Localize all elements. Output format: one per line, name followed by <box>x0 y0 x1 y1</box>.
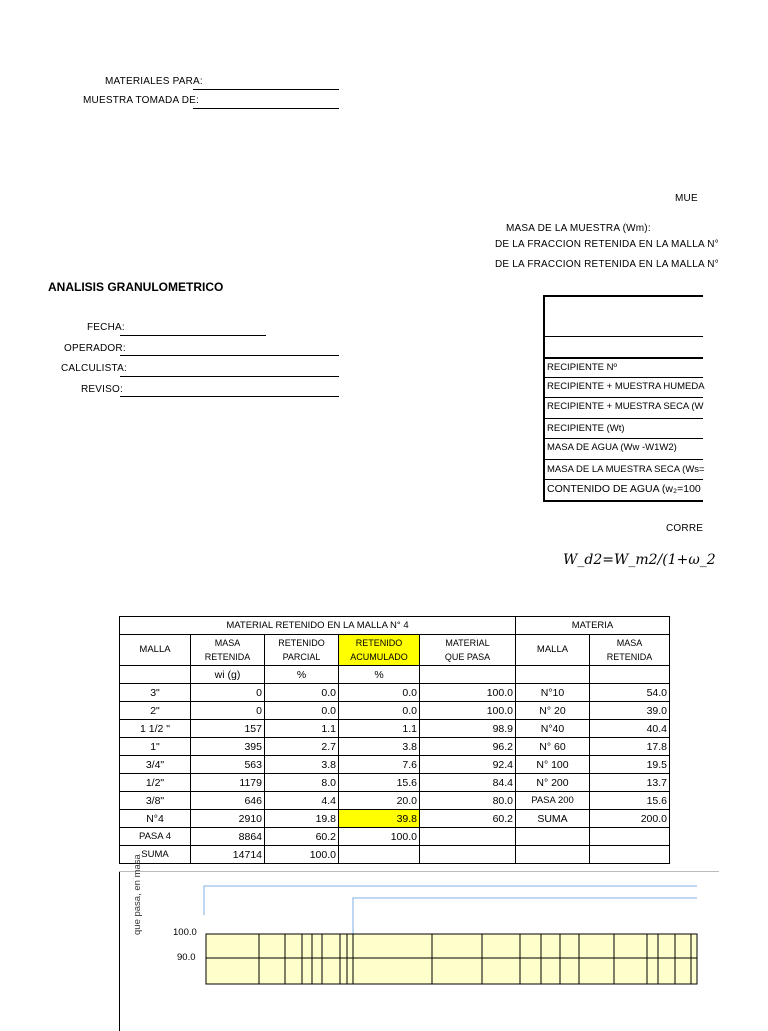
parcial-cell: 100.0 <box>265 846 339 864</box>
y-tick-90: 90.0 <box>177 952 196 963</box>
parcial-cell: 1.1 <box>265 720 339 738</box>
reviso-label: REVISO: <box>81 384 123 395</box>
table-row <box>120 774 670 792</box>
table-row <box>120 846 670 864</box>
corre-label: CORRE <box>666 523 704 534</box>
operador-field[interactable] <box>120 355 339 356</box>
parcial-cell: 4.4 <box>265 792 339 810</box>
materiales-para-label: MATERIALES PARA: <box>105 76 203 87</box>
calculista-label: CALCULISTA: <box>61 363 127 374</box>
masa-cell: 1179 <box>191 774 265 792</box>
muestra-tomada-field[interactable] <box>193 108 339 109</box>
malla-cell: 2" <box>120 702 191 720</box>
header-retenido-parcial: RETENIDO PARCIAL <box>265 635 339 666</box>
page-title: ANALISIS GRANULOMETRICO <box>48 280 224 294</box>
water-row-label: MASA DE AGUA (Ww -W1W2) <box>547 442 677 453</box>
operador-label: OPERADOR: <box>64 343 126 354</box>
masa-right-cell: 54.0 <box>590 684 670 702</box>
parcial-cell: 2.7 <box>265 738 339 756</box>
group-title-pasa-4: MATERIA <box>516 617 670 635</box>
granulometry-body <box>120 684 670 864</box>
fecha-label: FECHA: <box>87 322 125 333</box>
muestra-tomada-label: MUESTRA TOMADA DE: <box>83 95 200 106</box>
malla-cell: 1/2" <box>120 774 191 792</box>
parcial-cell: 8.0 <box>265 774 339 792</box>
acumulado-cell <box>339 846 420 864</box>
malla-right-cell: N°10 <box>516 684 590 702</box>
acumulado-cell: 15.6 <box>339 774 420 792</box>
malla-right-cell <box>516 828 590 846</box>
masa-right-cell: 15.6 <box>590 792 670 810</box>
y-tick-100: 100.0 <box>173 927 197 938</box>
header-masa-retenida: MASA RETENIDA <box>191 635 265 666</box>
header-masa-retenida-right: MASA RETENIDA <box>590 635 670 666</box>
masa-right-cell: 200.0 <box>590 810 670 828</box>
parcial-cell: 0.0 <box>265 702 339 720</box>
que-pasa-cell: 96.2 <box>420 738 516 756</box>
que-pasa-cell: 60.2 <box>420 810 516 828</box>
masa-cell: 14714 <box>191 846 265 864</box>
masa-muestra-label: MASA DE LA MUESTRA (Wm): <box>506 223 651 234</box>
acumulado-cell: 39.8 <box>339 810 420 828</box>
malla-right-cell: N° 60 <box>516 738 590 756</box>
malla-right-cell: N° 100 <box>516 756 590 774</box>
malla-cell: 1 1/2 " <box>120 720 191 738</box>
fraccion-retenida-label-2: DE LA FRACCION RETENIDA EN LA MALLA N° <box>495 259 719 270</box>
que-pasa-cell: 100.0 <box>420 684 516 702</box>
que-pasa-cell: 84.4 <box>420 774 516 792</box>
masa-cell: 395 <box>191 738 265 756</box>
header-retenido-acumulado: RETENIDO ACUMULADO <box>339 635 420 666</box>
masa-right-cell: 13.7 <box>590 774 670 792</box>
unit-percent: % <box>339 666 420 684</box>
header-material-que-pasa: MATERIAL QUE PASA <box>420 635 516 666</box>
table-row <box>120 810 670 828</box>
masa-right-cell: 19.5 <box>590 756 670 774</box>
parcial-cell: 3.8 <box>265 756 339 774</box>
masa-cell: 563 <box>191 756 265 774</box>
que-pasa-cell <box>420 846 516 864</box>
water-row-label: MASA DE LA MUESTRA SECA (Ws= <box>547 464 705 475</box>
malla-cell: 3" <box>120 684 191 702</box>
table-row <box>120 828 670 846</box>
masa-right-cell: 39.0 <box>590 702 670 720</box>
mue-label: MUE <box>675 193 698 204</box>
water-row-label: RECIPIENTE (Wt) <box>547 423 625 434</box>
que-pasa-cell: 100.0 <box>420 702 516 720</box>
correction-formula: W_d2=W_m2/(1+ω_2 <box>563 552 716 568</box>
acumulado-cell: 100.0 <box>339 828 420 846</box>
parcial-cell: 0.0 <box>265 684 339 702</box>
fraccion-retenida-label-1: DE LA FRACCION RETENIDA EN LA MALLA N° <box>495 239 719 250</box>
masa-cell: 157 <box>191 720 265 738</box>
malla-cell: 3/8" <box>120 792 191 810</box>
reviso-field[interactable] <box>120 396 339 397</box>
water-row-label: RECIPIENTE + MUESTRA SECA (W <box>547 401 704 412</box>
acumulado-cell: 0.0 <box>339 702 420 720</box>
malla-cell: N°4 <box>120 810 191 828</box>
malla-right-cell <box>516 846 590 864</box>
malla-right-cell: PASA 200 <box>516 792 590 810</box>
parcial-cell: 60.2 <box>265 828 339 846</box>
malla-cell: SUMA <box>120 846 191 864</box>
malla-cell: 3/4" <box>120 756 191 774</box>
chart-ylabel: que pasa, en masa <box>132 854 143 935</box>
water-row-label: CONTENIDO DE AGUA (w₂=100 <box>547 483 701 495</box>
calculista-field[interactable] <box>120 376 339 377</box>
malla-right-cell: N°40 <box>516 720 590 738</box>
parcial-cell: 19.8 <box>265 810 339 828</box>
water-row-label: RECIPIENTE + MUESTRA HUMEDA <box>547 381 705 392</box>
masa-cell: 2910 <box>191 810 265 828</box>
table-row <box>120 738 670 756</box>
header-malla-right: MALLA <box>516 635 590 666</box>
table-row <box>120 702 670 720</box>
masa-right-cell: 40.4 <box>590 720 670 738</box>
group-title-retenido-4: MATERIAL RETENIDO EN LA MALLA N° 4 <box>120 617 516 635</box>
masa-right-cell <box>590 828 670 846</box>
acumulado-cell: 0.0 <box>339 684 420 702</box>
masa-cell: 0 <box>191 702 265 720</box>
materiales-para-field[interactable] <box>193 89 339 90</box>
table-row <box>120 720 670 738</box>
malla-cell: 1" <box>120 738 191 756</box>
malla-right-cell: SUMA <box>516 810 590 828</box>
masa-cell: 0 <box>191 684 265 702</box>
que-pasa-cell: 80.0 <box>420 792 516 810</box>
masa-right-cell: 17.8 <box>590 738 670 756</box>
acumulado-cell: 3.8 <box>339 738 420 756</box>
masa-cell: 8864 <box>191 828 265 846</box>
malla-right-cell: N° 200 <box>516 774 590 792</box>
que-pasa-cell <box>420 828 516 846</box>
malla-cell: PASA 4 <box>120 828 191 846</box>
header-malla: MALLA <box>120 635 191 666</box>
masa-cell: 646 <box>191 792 265 810</box>
water-row-label: RECIPIENTE Nº <box>547 362 617 373</box>
acumulado-cell: 20.0 <box>339 792 420 810</box>
chart-plot <box>0 880 697 980</box>
unit-percent: % <box>265 666 339 684</box>
que-pasa-cell: 98.9 <box>420 720 516 738</box>
masa-right-cell <box>590 846 670 864</box>
granulometry-table <box>119 616 670 864</box>
acumulado-cell: 7.6 <box>339 756 420 774</box>
unit-wi: wi (g) <box>191 666 265 684</box>
table-row <box>120 756 670 774</box>
malla-right-cell: N° 20 <box>516 702 590 720</box>
table-row <box>120 684 670 702</box>
que-pasa-cell: 92.4 <box>420 756 516 774</box>
acumulado-cell: 1.1 <box>339 720 420 738</box>
table-row <box>120 792 670 810</box>
fecha-field[interactable] <box>120 335 266 336</box>
